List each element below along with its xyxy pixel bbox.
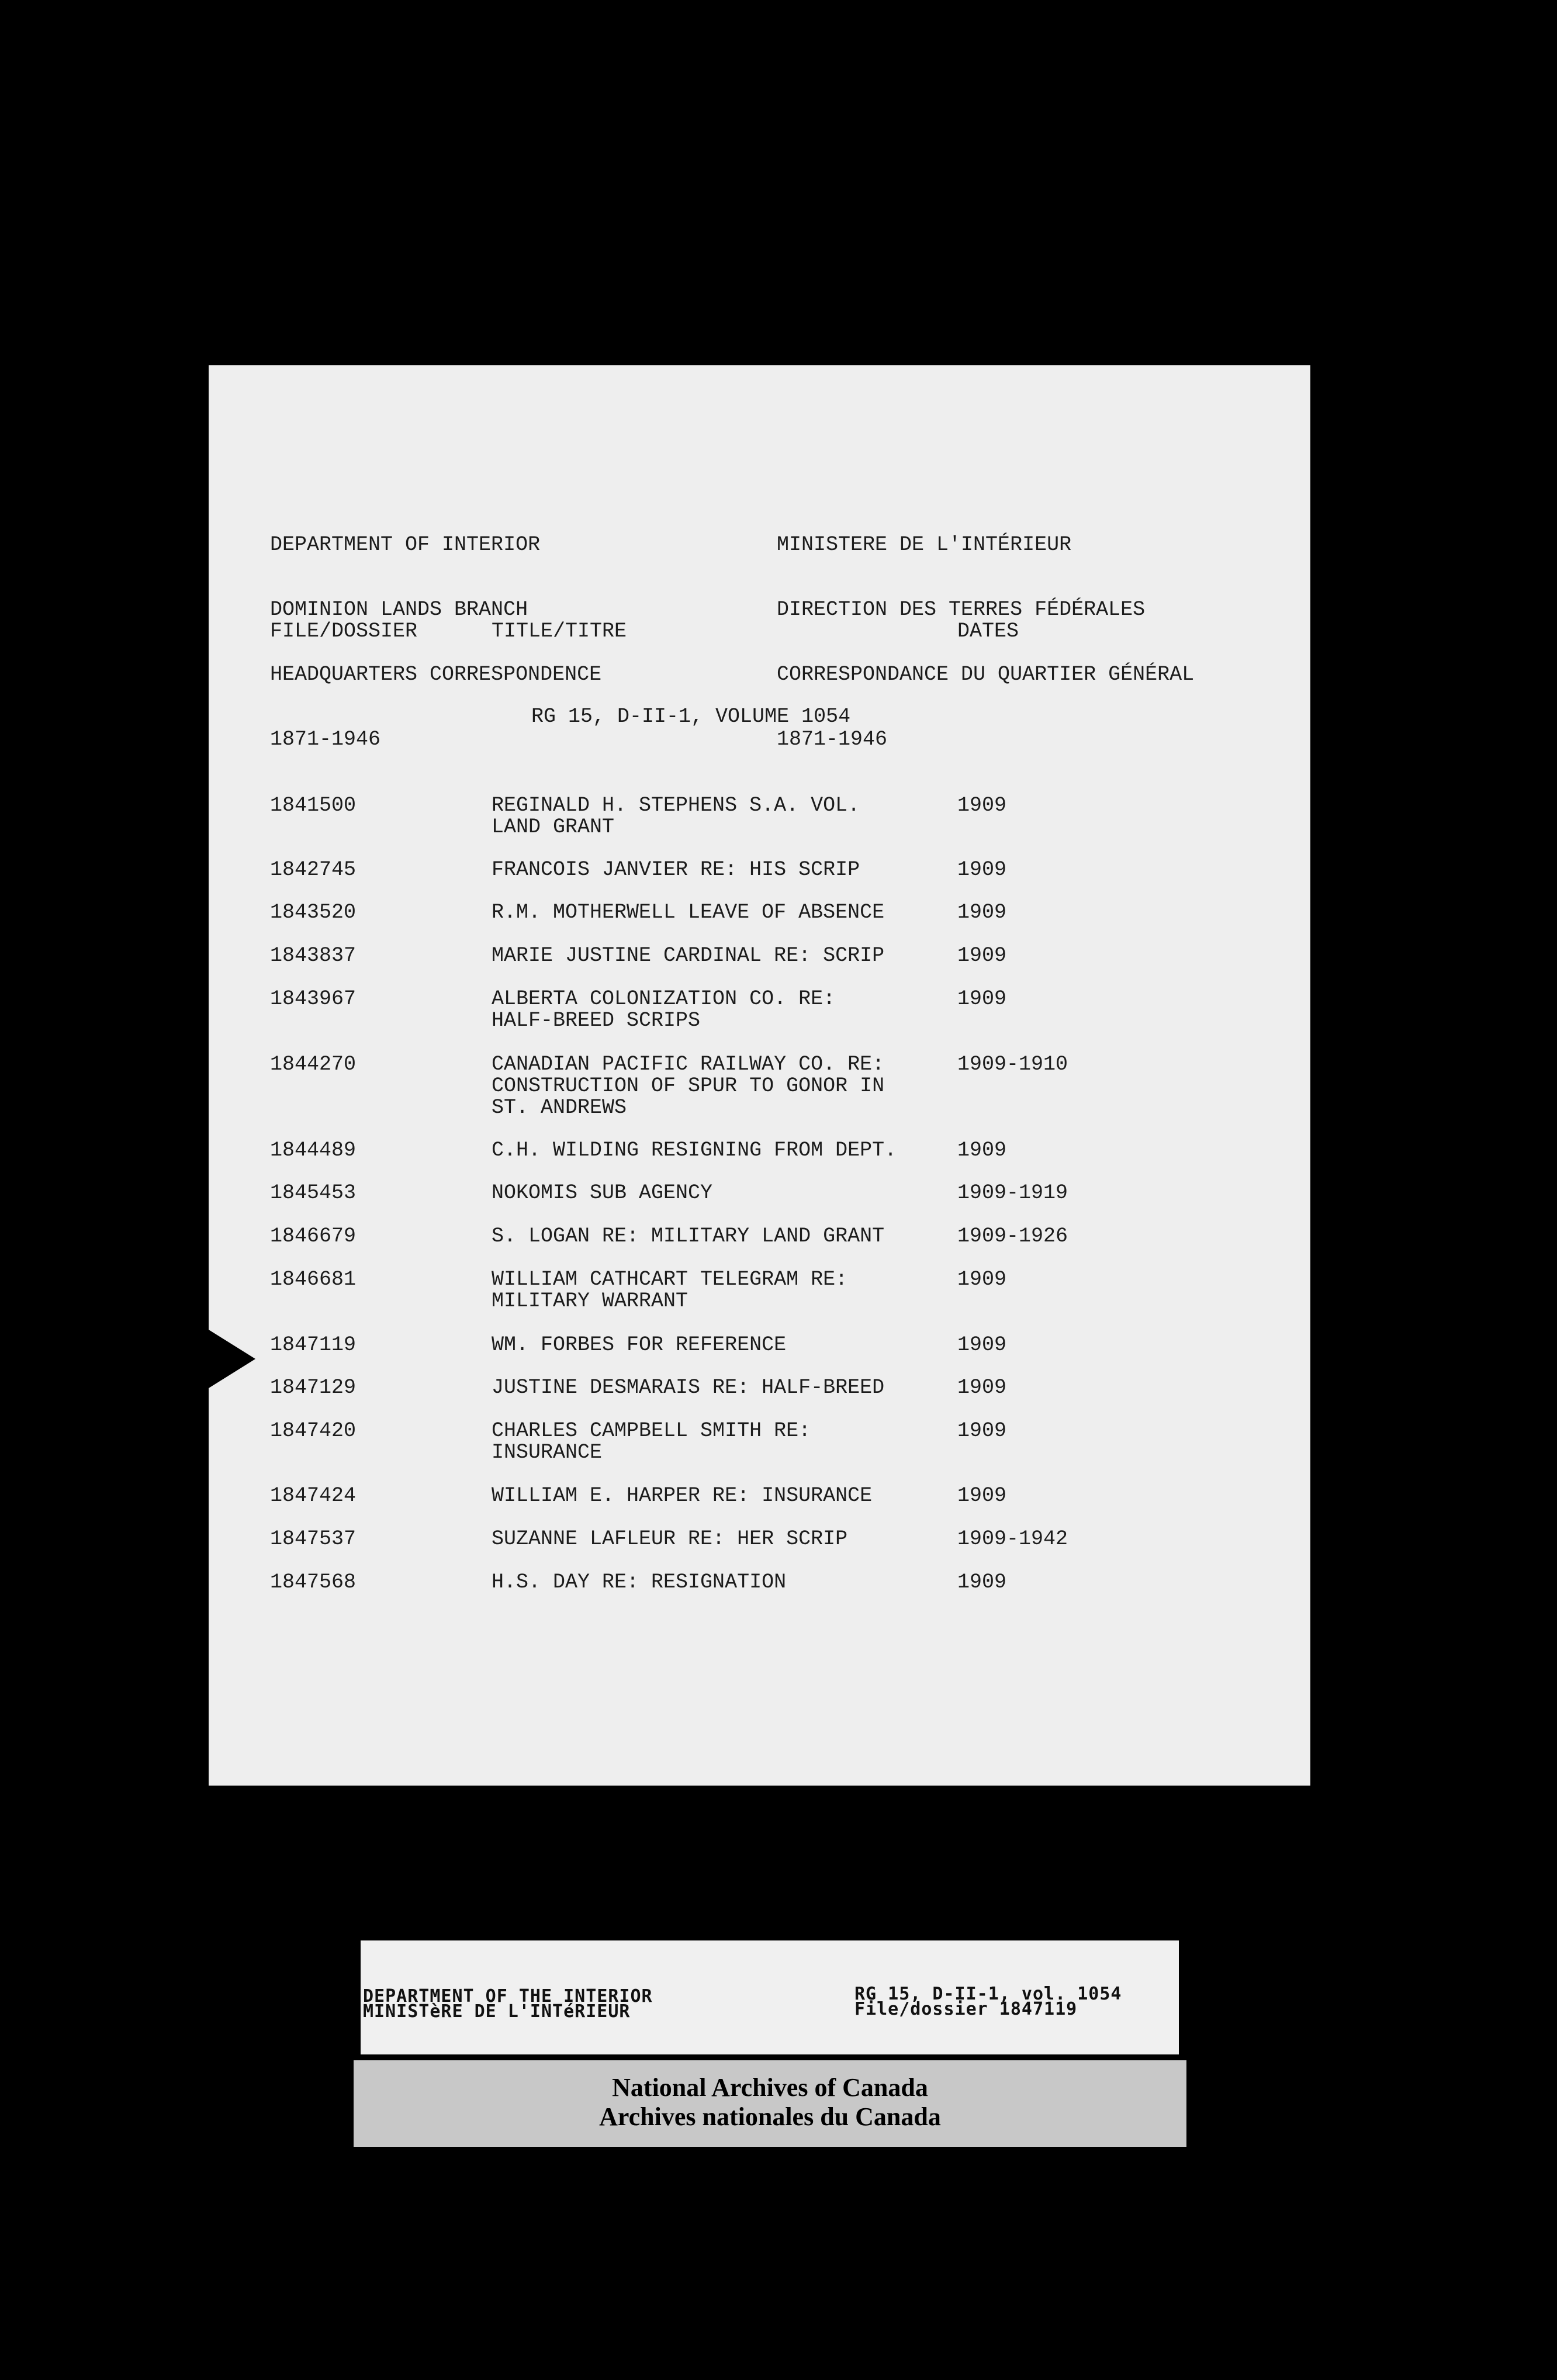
- column-header-dates: DATES: [957, 620, 1019, 643]
- file-title: [492, 1182, 712, 1204]
- file-dates: 1909: [957, 858, 1007, 881]
- file-number: 1845453: [270, 1181, 357, 1205]
- file-title-line: CONSTRUCTION OF SPUR TO GONOR IN: [492, 1074, 885, 1098]
- file-dates: 1909: [957, 1268, 1007, 1291]
- file-number: 1847537: [270, 1527, 357, 1551]
- header-line: MINISTERE DE L'INTÉRIEUR: [777, 533, 1072, 556]
- file-title-line: INSURANCE: [492, 1441, 603, 1464]
- file-number: 1844270: [270, 1053, 357, 1076]
- file-number: 1847568: [270, 1570, 357, 1594]
- file-dates: 1909: [957, 944, 1007, 967]
- file-dates: 1909: [957, 987, 1007, 1011]
- header-line: DOMINION LANDS BRANCH: [270, 598, 528, 621]
- archives-name-fr: Archives nationales du Canada: [599, 2102, 941, 2131]
- file-dates: 1909: [957, 901, 1007, 924]
- file-title: [492, 1485, 872, 1507]
- file-title: [492, 988, 835, 1032]
- page-notch: [209, 1330, 255, 1388]
- header-line: 1871-1946: [777, 728, 888, 751]
- file-title-line: S. LOGAN RE: MILITARY LAND GRANT: [492, 1224, 885, 1248]
- file-number: 1846681: [270, 1268, 357, 1291]
- file-number: 1843967: [270, 987, 357, 1011]
- file-title-line: CHARLES CAMPBELL SMITH RE:: [492, 1419, 811, 1442]
- file-title-line: SUZANNE LAFLEUR RE: HER SCRIP: [492, 1527, 848, 1551]
- file-title: [492, 795, 860, 838]
- file-title: [492, 1334, 786, 1356]
- header-line: DEPARTMENT OF INTERIOR: [270, 533, 541, 556]
- file-number: 1843837: [270, 944, 357, 967]
- file-title-line: NOKOMIS SUB AGENCY: [492, 1181, 713, 1205]
- file-title-line: WM. FORBES FOR REFERENCE: [492, 1333, 787, 1357]
- file-dates: 1909: [957, 1484, 1007, 1507]
- file-dates: 1909: [957, 794, 1007, 817]
- file-dates: 1909: [957, 1376, 1007, 1399]
- file-number: 1841500: [270, 794, 357, 817]
- file-title: [492, 945, 884, 967]
- header-line: HEADQUARTERS CORRESPONDENCE: [270, 663, 602, 686]
- header-line: CORRESPONDANCE DU QUARTIER GÉNÉRAL: [777, 663, 1195, 686]
- file-title: [492, 902, 884, 923]
- file-title-line: FRANCOIS JANVIER RE: HIS SCRIP: [492, 858, 860, 881]
- file-title: [492, 1572, 786, 1593]
- file-number: 1847420: [270, 1419, 357, 1442]
- file-title-line: JUSTINE DESMARAIS RE: HALF-BREED: [492, 1376, 885, 1399]
- file-title-line: WILLIAM E. HARPER RE: INSURANCE: [492, 1484, 873, 1507]
- file-title-line: LAND GRANT: [492, 815, 615, 839]
- file-dates: 1909: [957, 1570, 1007, 1594]
- label-dept-fr: MINISTèRE DE L'INTéRIEUR: [363, 2001, 631, 2022]
- file-title: [492, 1269, 847, 1312]
- document-page: [209, 365, 1310, 1786]
- header-line: 1871-1946: [270, 728, 381, 751]
- file-number: 1843520: [270, 901, 357, 924]
- file-number: 1847129: [270, 1376, 357, 1399]
- file-title-line: ST. ANDREWS: [492, 1096, 627, 1119]
- file-dates: 1909-1942: [957, 1527, 1068, 1551]
- file-title-line: H.S. DAY RE: RESIGNATION: [492, 1570, 787, 1594]
- label-dept-en: DEPARTMENT OF THE INTERIOR: [363, 1986, 653, 2007]
- archive-label: [361, 1940, 1179, 2054]
- label-file: File/dossier 1847119: [854, 1999, 1078, 2019]
- file-title: [492, 1140, 897, 1161]
- file-title: [492, 1377, 884, 1399]
- label-ref: RG 15, D-II-1, vol. 1054: [854, 1984, 1122, 2004]
- file-title: [492, 1420, 811, 1464]
- file-title-line: MARIE JUSTINE CARDINAL RE: SCRIP: [492, 944, 885, 967]
- file-title-line: REGINALD H. STEPHENS S.A. VOL.: [492, 794, 860, 817]
- file-number: 1847424: [270, 1484, 357, 1507]
- file-title: [492, 1054, 884, 1119]
- file-dates: 1909-1919: [957, 1181, 1068, 1205]
- file-title: [492, 1226, 884, 1247]
- file-number: 1842745: [270, 858, 357, 881]
- volume-heading: RG 15, D-II-1, VOLUME 1054: [531, 705, 851, 728]
- header-line: DIRECTION DES TERRES FÉDÉRALES: [777, 598, 1146, 621]
- file-number: 1847119: [270, 1333, 357, 1357]
- column-header-title: TITLE/TITRE: [492, 620, 627, 643]
- file-title-line: WILLIAM CATHCART TELEGRAM RE:: [492, 1268, 848, 1291]
- file-number: 1844489: [270, 1139, 357, 1162]
- file-dates: 1909-1926: [957, 1224, 1068, 1248]
- file-title-line: R.M. MOTHERWELL LEAVE OF ABSENCE: [492, 901, 885, 924]
- file-dates: 1909: [957, 1139, 1007, 1162]
- file-title-line: C.H. WILDING RESIGNING FROM DEPT.: [492, 1139, 897, 1162]
- file-title-line: HALF-BREED SCRIPS: [492, 1009, 701, 1032]
- file-dates: 1909: [957, 1419, 1007, 1442]
- archives-name-en: National Archives of Canada: [612, 2073, 928, 2102]
- file-number: 1846679: [270, 1224, 357, 1248]
- file-dates: 1909: [957, 1333, 1007, 1357]
- file-title-line: MILITARY WARRANT: [492, 1289, 688, 1313]
- file-dates: 1909-1910: [957, 1053, 1068, 1076]
- archives-stamp: [354, 2060, 1186, 2147]
- file-title: [492, 1528, 847, 1550]
- file-title-line: ALBERTA COLONIZATION CO. RE:: [492, 987, 836, 1011]
- file-title-line: CANADIAN PACIFIC RAILWAY CO. RE:: [492, 1053, 885, 1076]
- column-header-file: FILE/DOSSIER: [270, 620, 418, 643]
- file-title: [492, 859, 860, 881]
